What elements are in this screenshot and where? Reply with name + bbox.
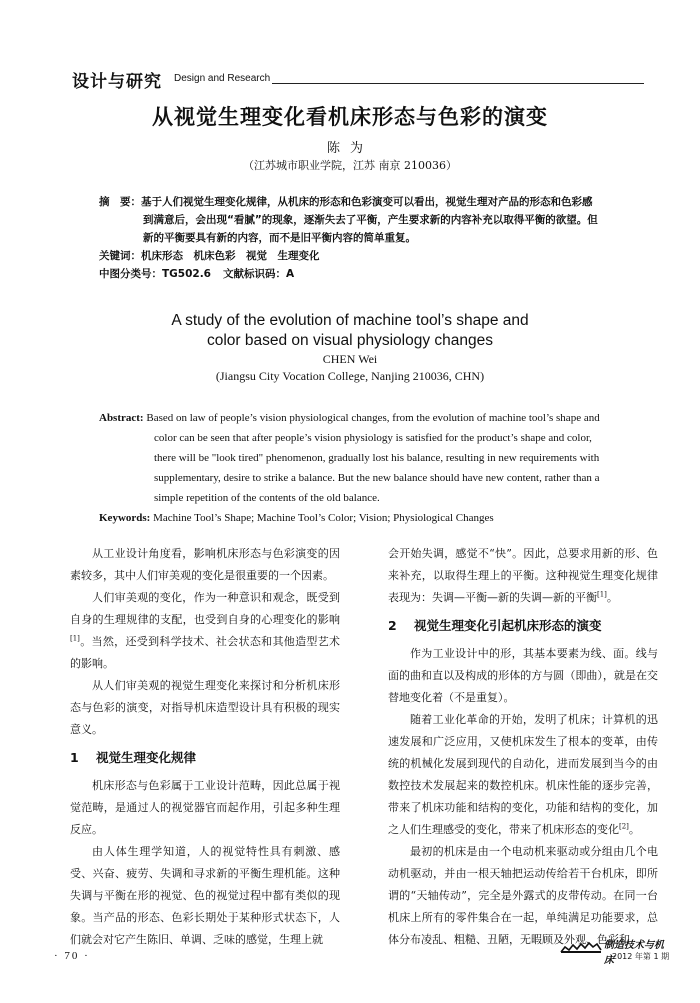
body-paragraph: 最初的机床是由一个电动机来驱动或分组由几个电动机驱动，并由一根天轴把运动传给若干台机床，即所谓的“天轴传动”，完全是外露式的皮带传动。在同一台机床上所有的零件集合在一起，单纯满足功能要求，总体分布凌乱、粗糙、丑陋，无暇顾及外观、色彩和 — [388, 845, 658, 946]
machine-tool-icon — [560, 940, 602, 954]
body-paragraph: 由人体生理学知道，人的视觉特性具有刺激、感受、兴奋、疲劳、失调和寻求新的平衡生理机能。这种失调与平衡在形的视觉、色的视觉过程中都有类似的现象。当产品的形态、色彩长期处于某种形式状态下，人们就会对它产生陈旧、单调、乏味的感觉，生理上就 — [70, 845, 340, 946]
english-author: CHEN Wei — [322, 352, 378, 366]
section-label-en: Design and Research — [174, 73, 271, 84]
abstract-en-line: Based on law of people’s vision physiological changes, from the evolution of machine tool’s shape and — [146, 412, 600, 424]
clc-label: 中图分类号： — [99, 268, 162, 280]
english-title — [0, 311, 700, 351]
doc-code-label: 文献标识码： — [223, 268, 286, 280]
section-label-cn: 设计与研究 — [72, 72, 162, 92]
clc-code: TG502.6 — [162, 268, 211, 280]
body-paragraph: 作为工业设计中的形，其基本要素为线、面。线与面的曲和直以及构成的形体的方与圆（即曲），就是在交替地变化着（不是重复）。 — [388, 647, 658, 704]
journal-logo — [560, 936, 672, 966]
body-paragraph: 机床形态与色彩属于工业设计范畴，因此总属于视觉范畴，是通过人的视觉器官而起作用，引起多种生理反应。 — [70, 779, 340, 836]
author-affiliation: （江苏城市职业学院，江苏 南京 210036） — [243, 159, 457, 172]
body-paragraph: 会开始失调，感觉不“快”。因此，总要求用新的形、色来补充，以取得生理上的平衡。这种视觉生理变化规律表现为：失调—平衡—新的失调—新的平衡[1]。 — [388, 547, 658, 604]
header-rule — [272, 83, 644, 84]
english-title-line: A study of the evolution of machine tool’s shape and — [171, 312, 529, 329]
journal-issue: 2012 年第 1 期 — [612, 952, 670, 961]
english-title-line: color based on visual physiology changes — [206, 332, 494, 349]
body-paragraph: 从人们审美观的视觉生理变化来探讨和分析机床形态与色彩的演变，对指导机床造型设计具有积极的现实意义。 — [70, 679, 340, 736]
citation-ref: [2] — [619, 822, 629, 831]
body-column-left — [70, 543, 340, 951]
keywords-en-label: Keywords: — [99, 512, 151, 524]
section-header — [72, 68, 644, 92]
keywords-en: Machine Tool’s Shape; Machine Tool’s Color; Vision; Physiological Changes — [153, 512, 494, 524]
abstract-cn — [99, 193, 646, 283]
journal-name: 制造技术与机床 — [604, 940, 664, 966]
keywords-cn: 机床形态 机床色彩 视觉 生理变化 — [141, 250, 320, 262]
body-column-right — [388, 543, 658, 951]
author-name: 陈为 — [326, 141, 373, 156]
abstract-cn-line: 到满意后，会出现“看腻”的现象，逐渐失去了平衡，产生要求新的内容补充以取得平衡的欲望。但 — [143, 214, 598, 226]
abstract-en — [99, 408, 648, 528]
abstract-en-line: supplementary, desire to strike a balance. But the new balance should have new content, rather than a — [154, 472, 600, 484]
abstract-cn-label: 摘 要： — [99, 196, 141, 208]
abstract-en-line: color can be seen that after people’s vision physiology is satisfied for the product’s shape and color, — [154, 432, 592, 444]
paper-title: 从视觉生理变化看机床形态与色彩的演变 — [152, 105, 548, 129]
abstract-en-line: there will be "look tired" phenomenon, gradually lost his balance, resulting in new requirements with — [154, 452, 600, 464]
page-number: · 70 · — [54, 950, 90, 962]
body-paragraph: 从工业设计角度看，影响机床形态与色彩演变的因素较多，其中人们审美观的变化是很重要的一个因素。 — [70, 547, 340, 582]
abstract-en-label: Abstract: — [99, 412, 144, 424]
english-affiliation: (Jiangsu City Vocation College, Nanjing 210036, CHN) — [215, 369, 485, 383]
abstract-en-line: simple repetition of the contents of the old balance. — [154, 492, 380, 504]
citation-ref: [1] — [70, 634, 80, 643]
section-heading-2: 2 视觉生理变化引起机床形态的演变 — [388, 618, 602, 633]
keywords-cn-label: 关键词： — [99, 250, 141, 262]
section-heading-1: 1 视觉生理变化规律 — [70, 750, 197, 765]
citation-ref: [1] — [597, 590, 607, 599]
body-paragraph: 随着工业化革命的开始，发明了机床；计算机的迅速发展和广泛应用，又使机床发生了根本的变革，由传统的机械化发展到现代的自动化，进而发展到当今的由数控技术发展起来的数控机床。机床性能的逐步完善，带来了机床功能和结构的变化，功能和结构的变化，加之人们生理感受的变化，带来了机床形态的变化[2]。 — [388, 713, 658, 836]
abstract-cn-line: 基于人们视觉生理变化规律，从机床的形态和色彩演变可以看出，视觉生理对产品的形态和色彩感 — [141, 196, 593, 208]
body-paragraph: 人们审美观的变化，作为一种意识和观念，既受到自身的生理规律的支配，也受到自身的心理变化的影响[1]。当然，还受到科学技术、社会状态和其他造型艺术的影响。 — [70, 591, 340, 670]
abstract-cn-line: 新的平衡要具有新的内容，而不是旧平衡内容的简单重复。 — [143, 232, 416, 244]
doc-code: A — [286, 268, 295, 280]
